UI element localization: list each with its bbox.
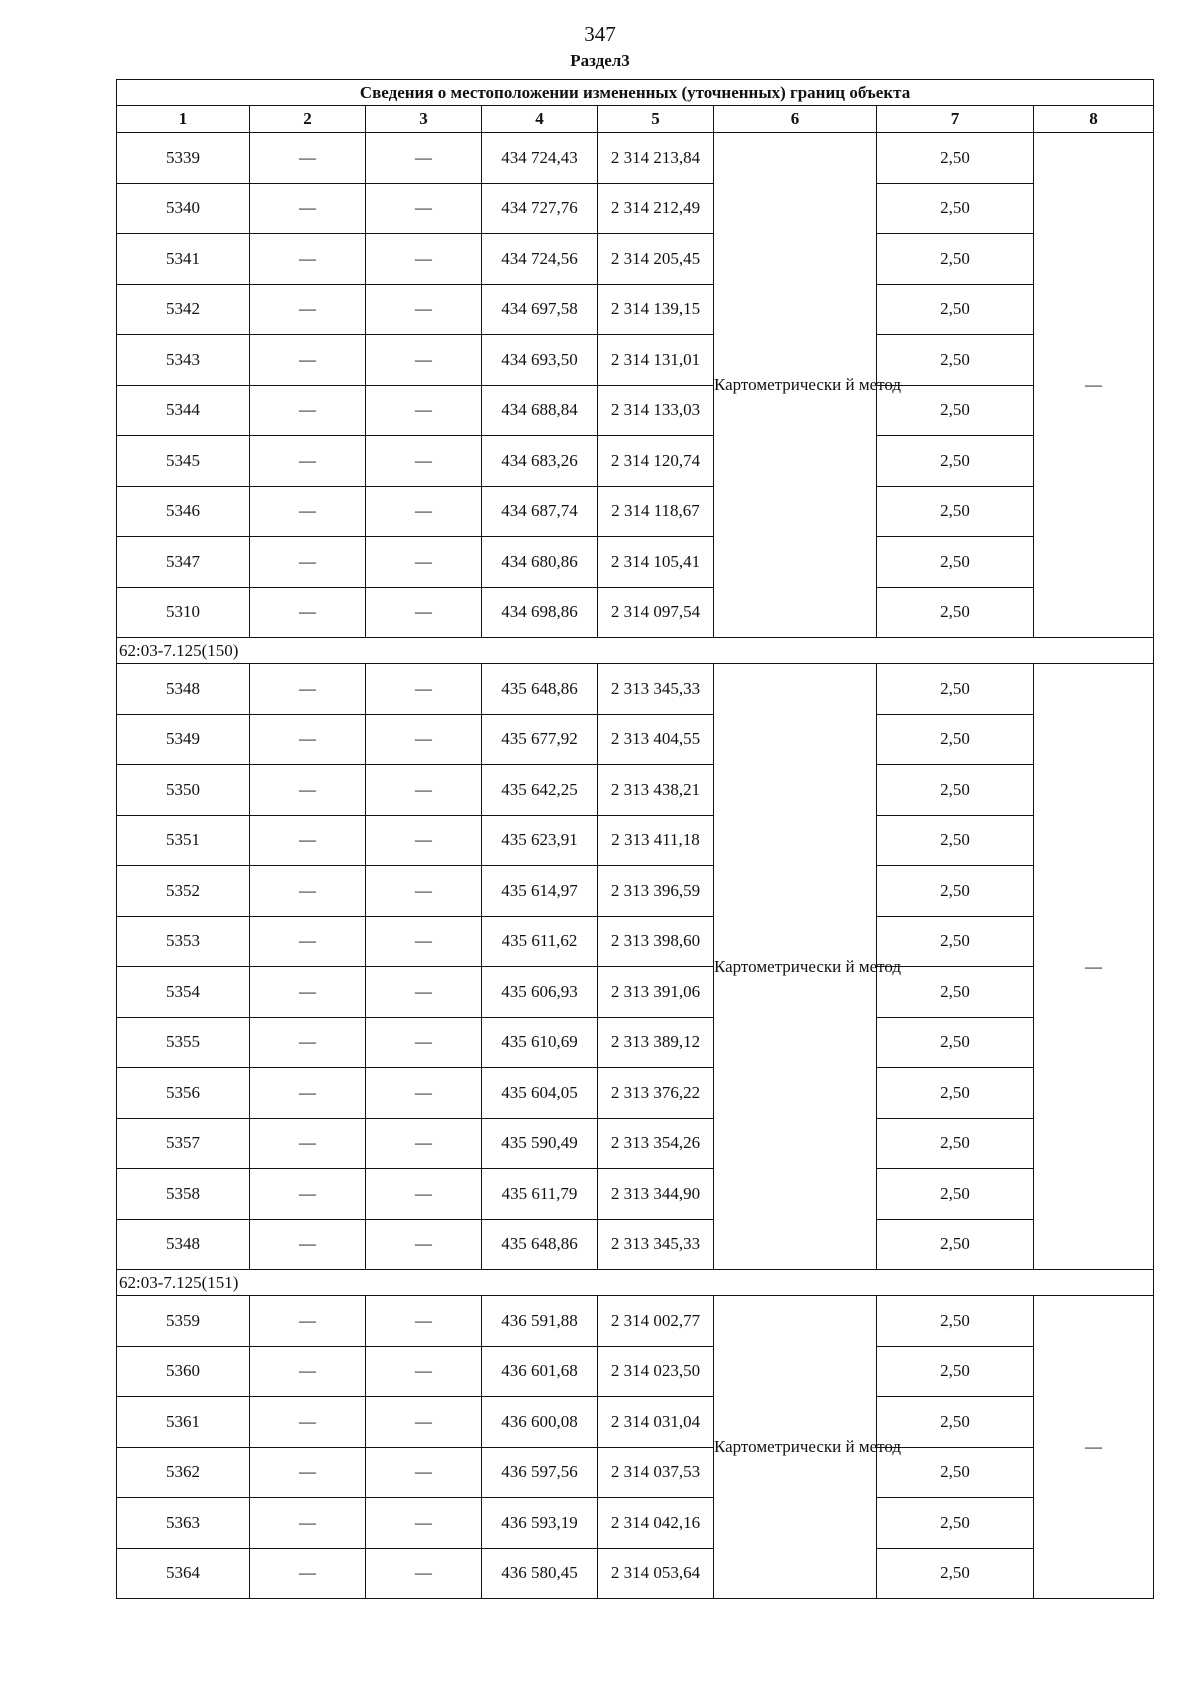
x-coordinate-cell: 436 597,56 [482, 1447, 598, 1498]
column-2-cell: — [250, 1296, 366, 1347]
column-2-cell: — [250, 1068, 366, 1119]
accuracy-cell: 2,50 [877, 714, 1034, 765]
accuracy-cell: 2,50 [877, 916, 1034, 967]
column-3-cell: — [366, 765, 482, 816]
table-row [117, 1296, 1154, 1347]
column-number-2: 2 [250, 106, 366, 133]
x-coordinate-cell: 435 611,62 [482, 916, 598, 967]
accuracy-cell: 2,50 [877, 1447, 1034, 1498]
column-2-cell: — [250, 183, 366, 234]
x-coordinate-cell: 434 688,84 [482, 385, 598, 436]
point-number-cell: 5350 [117, 765, 250, 816]
point-number-cell: 5353 [117, 916, 250, 967]
x-coordinate-cell: 435 623,91 [482, 815, 598, 866]
column-3-cell: — [366, 1346, 482, 1397]
column-3-cell: — [366, 1447, 482, 1498]
column-number-5: 5 [598, 106, 714, 133]
group-label-row [117, 1270, 1154, 1296]
y-coordinate-cell: 2 314 118,67 [598, 486, 714, 537]
accuracy-cell: 2,50 [877, 436, 1034, 487]
y-coordinate-cell: 2 314 031,04 [598, 1397, 714, 1448]
column-3-cell: — [366, 587, 482, 638]
y-coordinate-cell: 2 313 411,18 [598, 815, 714, 866]
table-row [117, 664, 1154, 715]
x-coordinate-cell: 434 697,58 [482, 284, 598, 335]
column-3-cell: — [366, 1397, 482, 1448]
accuracy-cell: 2,50 [877, 815, 1034, 866]
table-row [117, 1169, 1154, 1220]
column-2-cell: — [250, 664, 366, 715]
accuracy-cell: 2,50 [877, 1296, 1034, 1347]
table-row [117, 1447, 1154, 1498]
column-2-cell: — [250, 284, 366, 335]
column-number-4: 4 [482, 106, 598, 133]
y-coordinate-cell: 2 313 345,33 [598, 664, 714, 715]
point-number-cell: 5355 [117, 1017, 250, 1068]
point-number-cell: 5344 [117, 385, 250, 436]
table-row [117, 714, 1154, 765]
accuracy-cell: 2,50 [877, 1219, 1034, 1270]
y-coordinate-cell: 2 313 438,21 [598, 765, 714, 816]
column-2-cell: — [250, 1219, 366, 1270]
column-2-cell: — [250, 1548, 366, 1599]
point-number-cell: 5348 [117, 664, 250, 715]
x-coordinate-cell: 436 593,19 [482, 1498, 598, 1549]
point-number-cell: 5358 [117, 1169, 250, 1220]
column-number-6: 6 [714, 106, 877, 133]
point-number-cell: 5341 [117, 234, 250, 285]
y-coordinate-cell: 2 313 389,12 [598, 1017, 714, 1068]
boundary-table [116, 79, 1154, 1599]
accuracy-cell: 2,50 [877, 587, 1034, 638]
column-2-cell: — [250, 765, 366, 816]
x-coordinate-cell: 434 683,26 [482, 436, 598, 487]
column-2-cell: — [250, 436, 366, 487]
column-2-cell: — [250, 133, 366, 184]
x-coordinate-cell: 435 606,93 [482, 967, 598, 1018]
table-row [117, 866, 1154, 917]
group-label-row [117, 638, 1154, 664]
column-2-cell: — [250, 1346, 366, 1397]
column-number-1: 1 [117, 106, 250, 133]
column-3-cell: — [366, 133, 482, 184]
x-coordinate-cell: 434 698,86 [482, 587, 598, 638]
table-row [117, 765, 1154, 816]
column-3-cell: — [366, 436, 482, 487]
x-coordinate-cell: 434 693,50 [482, 335, 598, 386]
y-coordinate-cell: 2 314 139,15 [598, 284, 714, 335]
y-coordinate-cell: 2 314 042,16 [598, 1498, 714, 1549]
x-coordinate-cell: 434 724,43 [482, 133, 598, 184]
accuracy-cell: 2,50 [877, 1548, 1034, 1599]
x-coordinate-cell: 434 680,86 [482, 537, 598, 588]
method-cell: Картометрически й метод [714, 133, 877, 638]
column-3-cell: — [366, 1498, 482, 1549]
column-number-row [117, 106, 1154, 133]
column-3-cell: — [366, 1169, 482, 1220]
column-3-cell: — [366, 284, 482, 335]
column-number-3: 3 [366, 106, 482, 133]
column-3-cell: — [366, 486, 482, 537]
table-row [117, 537, 1154, 588]
column-3-cell: — [366, 714, 482, 765]
column-2-cell: — [250, 385, 366, 436]
column-3-cell: — [366, 1296, 482, 1347]
accuracy-cell: 2,50 [877, 486, 1034, 537]
accuracy-cell: 2,50 [877, 1169, 1034, 1220]
x-coordinate-cell: 436 600,08 [482, 1397, 598, 1448]
point-number-cell: 5359 [117, 1296, 250, 1347]
x-coordinate-cell: 434 724,56 [482, 234, 598, 285]
x-coordinate-cell: 435 614,97 [482, 866, 598, 917]
group-label: 62:03-7.125(150) [117, 638, 1154, 664]
accuracy-cell: 2,50 [877, 664, 1034, 715]
x-coordinate-cell: 435 648,86 [482, 664, 598, 715]
accuracy-cell: 2,50 [877, 1017, 1034, 1068]
x-coordinate-cell: 435 611,79 [482, 1169, 598, 1220]
point-number-cell: 5345 [117, 436, 250, 487]
table-caption-row [117, 80, 1154, 106]
x-coordinate-cell: 435 677,92 [482, 714, 598, 765]
column-number-7: 7 [877, 106, 1034, 133]
point-number-cell: 5351 [117, 815, 250, 866]
table-row [117, 486, 1154, 537]
column-2-cell: — [250, 1017, 366, 1068]
x-coordinate-cell: 436 601,68 [482, 1346, 598, 1397]
x-coordinate-cell: 435 610,69 [482, 1017, 598, 1068]
note-cell: — [1034, 133, 1154, 638]
y-coordinate-cell: 2 313 354,26 [598, 1118, 714, 1169]
y-coordinate-cell: 2 314 023,50 [598, 1346, 714, 1397]
column-3-cell: — [366, 1219, 482, 1270]
point-number-cell: 5364 [117, 1548, 250, 1599]
column-3-cell: — [366, 815, 482, 866]
accuracy-cell: 2,50 [877, 284, 1034, 335]
column-2-cell: — [250, 486, 366, 537]
x-coordinate-cell: 435 642,25 [482, 765, 598, 816]
column-2-cell: — [250, 335, 366, 386]
point-number-cell: 5356 [117, 1068, 250, 1119]
point-number-cell: 5347 [117, 537, 250, 588]
y-coordinate-cell: 2 314 212,49 [598, 183, 714, 234]
point-number-cell: 5354 [117, 967, 250, 1018]
y-coordinate-cell: 2 314 133,03 [598, 385, 714, 436]
column-3-cell: — [366, 537, 482, 588]
accuracy-cell: 2,50 [877, 385, 1034, 436]
column-3-cell: — [366, 234, 482, 285]
table-row [117, 1017, 1154, 1068]
table-caption: Сведения о местоположении измененных (уточненных) границ объекта [117, 80, 1154, 106]
column-3-cell: — [366, 916, 482, 967]
point-number-cell: 5340 [117, 183, 250, 234]
column-2-cell: — [250, 1118, 366, 1169]
column-2-cell: — [250, 1169, 366, 1220]
table-row [117, 436, 1154, 487]
column-3-cell: — [366, 1068, 482, 1119]
y-coordinate-cell: 2 313 398,60 [598, 916, 714, 967]
accuracy-cell: 2,50 [877, 967, 1034, 1018]
accuracy-cell: 2,50 [877, 765, 1034, 816]
accuracy-cell: 2,50 [877, 537, 1034, 588]
x-coordinate-cell: 436 591,88 [482, 1296, 598, 1347]
point-number-cell: 5362 [117, 1447, 250, 1498]
column-2-cell: — [250, 815, 366, 866]
table-row [117, 1068, 1154, 1119]
y-coordinate-cell: 2 314 131,01 [598, 335, 714, 386]
column-2-cell: — [250, 1498, 366, 1549]
y-coordinate-cell: 2 313 344,90 [598, 1169, 714, 1220]
page-number: 347 [584, 22, 616, 46]
column-2-cell: — [250, 967, 366, 1018]
y-coordinate-cell: 2 314 205,45 [598, 234, 714, 285]
table-row [117, 385, 1154, 436]
accuracy-cell: 2,50 [877, 1498, 1034, 1549]
column-3-cell: — [366, 1017, 482, 1068]
table-row [117, 587, 1154, 638]
point-number-cell: 5361 [117, 1397, 250, 1448]
table-row [117, 1498, 1154, 1549]
table-row [117, 234, 1154, 285]
method-cell: Картометрически й метод [714, 1296, 877, 1599]
accuracy-cell: 2,50 [877, 866, 1034, 917]
column-2-cell: — [250, 537, 366, 588]
point-number-cell: 5346 [117, 486, 250, 537]
x-coordinate-cell: 435 648,86 [482, 1219, 598, 1270]
table-row [117, 133, 1154, 184]
column-2-cell: — [250, 714, 366, 765]
column-3-cell: — [366, 664, 482, 715]
table-row [117, 183, 1154, 234]
y-coordinate-cell: 2 313 404,55 [598, 714, 714, 765]
section-title: Раздел3 [570, 51, 630, 70]
column-number-8: 8 [1034, 106, 1154, 133]
y-coordinate-cell: 2 313 396,59 [598, 866, 714, 917]
column-3-cell: — [366, 967, 482, 1018]
column-3-cell: — [366, 335, 482, 386]
accuracy-cell: 2,50 [877, 1068, 1034, 1119]
y-coordinate-cell: 2 314 105,41 [598, 537, 714, 588]
point-number-cell: 5360 [117, 1346, 250, 1397]
point-number-cell: 5349 [117, 714, 250, 765]
y-coordinate-cell: 2 313 391,06 [598, 967, 714, 1018]
table-row [117, 335, 1154, 386]
accuracy-cell: 2,50 [877, 1346, 1034, 1397]
column-2-cell: — [250, 587, 366, 638]
x-coordinate-cell: 435 604,05 [482, 1068, 598, 1119]
accuracy-cell: 2,50 [877, 335, 1034, 386]
point-number-cell: 5352 [117, 866, 250, 917]
y-coordinate-cell: 2 314 097,54 [598, 587, 714, 638]
note-cell: — [1034, 1296, 1154, 1599]
column-3-cell: — [366, 1118, 482, 1169]
table-row [117, 815, 1154, 866]
y-coordinate-cell: 2 314 002,77 [598, 1296, 714, 1347]
accuracy-cell: 2,50 [877, 133, 1034, 184]
y-coordinate-cell: 2 314 053,64 [598, 1548, 714, 1599]
column-2-cell: — [250, 866, 366, 917]
table-row [117, 967, 1154, 1018]
y-coordinate-cell: 2 314 213,84 [598, 133, 714, 184]
note-cell: — [1034, 664, 1154, 1270]
table-row [117, 1219, 1154, 1270]
table-row [117, 1118, 1154, 1169]
x-coordinate-cell: 436 580,45 [482, 1548, 598, 1599]
column-2-cell: — [250, 1397, 366, 1448]
column-3-cell: — [366, 385, 482, 436]
table-row [117, 284, 1154, 335]
point-number-cell: 5348 [117, 1219, 250, 1270]
x-coordinate-cell: 435 590,49 [482, 1118, 598, 1169]
group-label: 62:03-7.125(151) [117, 1270, 1154, 1296]
table-row [117, 1548, 1154, 1599]
y-coordinate-cell: 2 314 120,74 [598, 436, 714, 487]
point-number-cell: 5310 [117, 587, 250, 638]
point-number-cell: 5363 [117, 1498, 250, 1549]
column-3-cell: — [366, 866, 482, 917]
table-row [117, 1346, 1154, 1397]
x-coordinate-cell: 434 687,74 [482, 486, 598, 537]
y-coordinate-cell: 2 313 376,22 [598, 1068, 714, 1119]
x-coordinate-cell: 434 727,76 [482, 183, 598, 234]
column-2-cell: — [250, 234, 366, 285]
column-2-cell: — [250, 916, 366, 967]
point-number-cell: 5342 [117, 284, 250, 335]
accuracy-cell: 2,50 [877, 1397, 1034, 1448]
accuracy-cell: 2,50 [877, 183, 1034, 234]
y-coordinate-cell: 2 314 037,53 [598, 1447, 714, 1498]
table-row [117, 916, 1154, 967]
column-2-cell: — [250, 1447, 366, 1498]
method-cell: Картометрически й метод [714, 664, 877, 1270]
y-coordinate-cell: 2 313 345,33 [598, 1219, 714, 1270]
point-number-cell: 5357 [117, 1118, 250, 1169]
point-number-cell: 5343 [117, 335, 250, 386]
accuracy-cell: 2,50 [877, 234, 1034, 285]
table-row [117, 1397, 1154, 1448]
column-3-cell: — [366, 1548, 482, 1599]
accuracy-cell: 2,50 [877, 1118, 1034, 1169]
point-number-cell: 5339 [117, 133, 250, 184]
column-3-cell: — [366, 183, 482, 234]
